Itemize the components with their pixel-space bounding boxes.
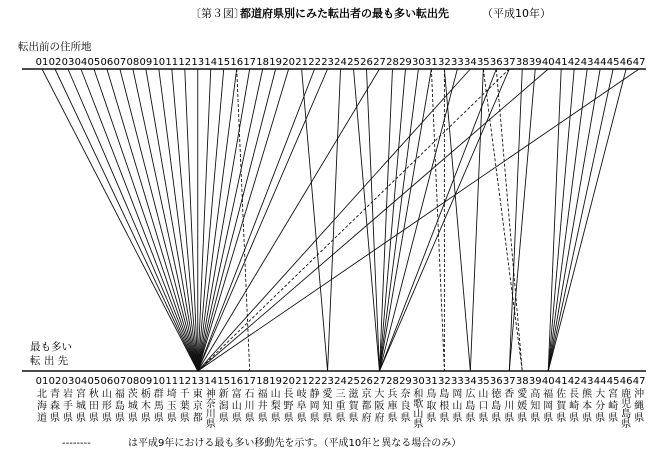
prefecture-37: 香川県 [504, 389, 515, 424]
prefecture-40: 福岡県 [543, 389, 554, 424]
bottom-code-03: 03 [61, 376, 75, 387]
prefecture-13: 東京都 [192, 389, 203, 424]
top-code-30: 30 [412, 57, 425, 68]
bottom-code-10: 10 [152, 376, 166, 387]
prefecture-names [37, 387, 644, 430]
top-code-38: 38 [515, 57, 529, 68]
top-code-41: 41 [554, 57, 568, 68]
top-axis-label: 転出前の住所地 [18, 41, 92, 53]
bottom-code-44: 44 [593, 376, 607, 387]
bottom-code-02: 02 [48, 376, 62, 387]
link-32-34 [444, 69, 470, 371]
top-code-12: 12 [178, 57, 192, 68]
bottom-code-20: 20 [282, 376, 295, 387]
bottom-code-34: 34 [463, 376, 477, 387]
top-code-39: 39 [528, 57, 542, 68]
top-code-06: 06 [100, 57, 114, 68]
prefecture-17: 石川県 [244, 389, 255, 424]
link-11-13 [172, 69, 198, 371]
top-code-33: 33 [450, 57, 464, 68]
prefecture-46: 鹿児島県 [621, 389, 632, 430]
prefecture-30: 和歌山県 [413, 389, 424, 430]
link-29-27 [379, 69, 405, 371]
link-21-23 [302, 69, 328, 371]
prefecture-43: 熊本県 [582, 389, 593, 424]
top-code-03: 03 [61, 57, 75, 68]
top-code-44: 44 [593, 57, 607, 68]
prefecture-45: 宮崎県 [608, 389, 619, 424]
bottom-code-12: 12 [178, 376, 192, 387]
bottom-code-45: 45 [606, 376, 620, 387]
prefecture-33: 岡山県 [452, 389, 463, 424]
top-code-40: 40 [541, 57, 555, 68]
prefecture-44: 大分県 [595, 389, 606, 424]
bottom-code-15: 15 [217, 376, 231, 387]
prefecture-06: 山形県 [101, 389, 112, 424]
bottom-code-47: 47 [632, 376, 646, 387]
bottom-code-43: 43 [580, 376, 594, 387]
top-code-27: 27 [373, 57, 386, 68]
prefecture-09: 栃木県 [140, 389, 151, 424]
top-code-15: 15 [217, 57, 231, 68]
bottom-code-labels [36, 376, 646, 387]
link-12-13 [185, 69, 198, 371]
prefecture-07: 福島県 [114, 389, 125, 424]
top-code-11: 11 [165, 57, 179, 68]
top-code-28: 28 [386, 57, 399, 68]
top-code-17: 17 [243, 57, 257, 68]
top-code-23: 23 [321, 57, 334, 68]
prefecture-15: 新潟県 [218, 389, 229, 424]
prefecture-47: 沖縄県 [634, 389, 645, 424]
link-22-13 [198, 69, 315, 371]
bottom-code-40: 40 [541, 376, 555, 387]
link-39-37 [509, 69, 535, 371]
link-46-40 [548, 69, 626, 371]
link-02-13 [55, 69, 198, 371]
dashed-link-35-38 [483, 69, 522, 371]
prefecture-19: 山梨県 [270, 389, 281, 424]
top-code-labels [36, 57, 646, 68]
top-code-10: 10 [152, 57, 166, 68]
prefecture-12: 千葉県 [179, 389, 190, 424]
bottom-code-37: 37 [502, 376, 516, 387]
prefecture-22: 静岡県 [309, 389, 320, 424]
bottom-code-11: 11 [165, 376, 179, 387]
bottom-code-24: 24 [334, 376, 347, 387]
top-code-08: 08 [126, 57, 140, 68]
link-01-13 [42, 69, 198, 371]
prefecture-18: 福井県 [257, 389, 268, 424]
prefecture-23: 愛知県 [322, 389, 333, 424]
dashed-legend-marker: -------- [62, 438, 91, 449]
top-code-16: 16 [230, 57, 244, 68]
bottom-code-22: 22 [308, 376, 321, 387]
link-28-27 [379, 69, 392, 371]
link-27-13 [198, 69, 380, 371]
prefecture-24: 三重県 [335, 389, 346, 424]
prefecture-38: 愛媛県 [517, 389, 528, 424]
prefecture-41: 佐賀県 [556, 389, 567, 424]
bottom-code-27: 27 [373, 376, 386, 387]
figure-title: 都道府県別にみた転出者の最も多い転出先 [240, 7, 449, 20]
bottom-code-25: 25 [347, 376, 360, 387]
bottom-code-30: 30 [412, 376, 425, 387]
migration-links [42, 69, 639, 371]
bottom-code-18: 18 [256, 376, 270, 387]
prefecture-05: 秋田県 [88, 389, 99, 424]
link-38-37 [509, 69, 522, 371]
bottom-code-09: 09 [139, 376, 153, 387]
figure-year: （平成10年） [482, 7, 551, 20]
dashed-link-36-38 [496, 69, 522, 371]
bottom-code-08: 08 [126, 376, 140, 387]
prefecture-14: 神奈川県 [205, 389, 216, 430]
figure-number: 〔第３図〕 [190, 7, 245, 20]
bottom-code-42: 42 [567, 376, 581, 387]
bottom-code-33: 33 [450, 376, 464, 387]
top-code-21: 21 [295, 57, 308, 68]
bottom-code-13: 13 [191, 376, 205, 387]
top-code-04: 04 [74, 57, 88, 68]
link-43-40 [548, 69, 587, 371]
link-41-40 [548, 69, 561, 371]
top-code-34: 34 [463, 57, 477, 68]
link-04-13 [81, 69, 198, 371]
link-25-27 [354, 69, 380, 371]
prefecture-29: 奈良県 [400, 389, 411, 424]
bottom-axis-label-2: 転 出 先 [30, 355, 69, 367]
top-code-02: 02 [48, 57, 62, 68]
link-42-40 [548, 69, 574, 371]
prefecture-26: 京都府 [361, 389, 372, 424]
prefecture-42: 長崎県 [569, 389, 580, 424]
prefecture-02: 青森県 [49, 389, 60, 424]
dashed-link-37-13 [198, 69, 510, 371]
top-code-09: 09 [139, 57, 153, 68]
link-35-34 [470, 69, 483, 371]
top-code-20: 20 [282, 57, 295, 68]
bottom-code-46: 46 [619, 376, 633, 387]
top-code-14: 14 [204, 57, 218, 68]
top-code-26: 26 [360, 57, 373, 68]
prefecture-32: 島根県 [439, 389, 450, 424]
top-code-47: 47 [632, 57, 646, 68]
top-code-45: 45 [606, 57, 620, 68]
prefecture-36: 徳島県 [491, 389, 502, 424]
prefecture-28: 兵庫県 [387, 389, 398, 424]
top-code-05: 05 [87, 57, 101, 68]
bottom-code-04: 04 [74, 376, 88, 387]
bottom-code-17: 17 [243, 376, 257, 387]
bottom-code-23: 23 [321, 376, 334, 387]
bottom-code-21: 21 [295, 376, 308, 387]
bottom-code-07: 07 [113, 376, 127, 387]
prefecture-03: 岩手県 [62, 389, 73, 424]
prefecture-04: 宮城県 [75, 389, 86, 424]
top-code-37: 37 [502, 57, 516, 68]
top-code-32: 32 [438, 57, 451, 68]
bottom-axis-label-1: 最も多い [30, 341, 72, 353]
top-code-19: 19 [269, 57, 283, 68]
link-40-13 [198, 69, 548, 371]
bottom-code-06: 06 [100, 376, 114, 387]
bottom-code-39: 39 [528, 376, 542, 387]
prefecture-34: 広島県 [465, 389, 476, 424]
top-code-25: 25 [347, 57, 360, 68]
prefecture-31: 鳥取県 [426, 389, 437, 424]
link-06-13 [107, 69, 198, 371]
prefecture-16: 富山県 [231, 389, 242, 424]
top-code-24: 24 [334, 57, 347, 68]
link-09-13 [146, 69, 198, 371]
bottom-code-19: 19 [269, 376, 283, 387]
prefecture-25: 滋賀県 [348, 389, 359, 424]
prefecture-35: 山口県 [478, 389, 489, 424]
dashed-link-31-32 [431, 69, 444, 371]
prefecture-27: 大阪府 [374, 389, 385, 424]
top-code-29: 29 [399, 57, 412, 68]
link-45-40 [548, 69, 613, 371]
link-44-40 [548, 69, 600, 371]
top-code-01: 01 [35, 57, 49, 68]
link-08-13 [133, 69, 198, 371]
bottom-code-31: 31 [425, 376, 438, 387]
dashed-legend-text: は平成9年における最も多い移動先を示す。（平成10年と異なる場合のみ） [128, 438, 462, 449]
link-17-13 [198, 69, 250, 371]
link-18-13 [198, 69, 263, 371]
bottom-code-01: 01 [35, 376, 49, 387]
top-code-07: 07 [113, 57, 127, 68]
top-code-42: 42 [567, 57, 581, 68]
prefecture-20: 長野県 [283, 389, 294, 424]
top-code-46: 46 [619, 57, 633, 68]
top-code-18: 18 [256, 57, 270, 68]
link-31-27 [379, 69, 431, 371]
prefecture-10: 群馬県 [153, 389, 164, 424]
prefecture-21: 岐阜県 [296, 389, 307, 424]
link-14-13 [198, 69, 211, 371]
top-code-43: 43 [580, 57, 594, 68]
top-code-31: 31 [425, 57, 438, 68]
top-code-22: 22 [308, 57, 321, 68]
top-code-13: 13 [191, 57, 205, 68]
link-07-13 [120, 69, 198, 371]
prefecture-39: 高知県 [530, 389, 541, 424]
top-code-36: 36 [489, 57, 503, 68]
bottom-code-32: 32 [438, 376, 451, 387]
bottom-code-14: 14 [204, 376, 218, 387]
bottom-code-05: 05 [87, 376, 101, 387]
top-code-35: 35 [476, 57, 490, 68]
prefecture-08: 茨城県 [127, 389, 138, 424]
link-15-13 [198, 69, 224, 371]
bottom-code-35: 35 [476, 376, 490, 387]
bottom-code-36: 36 [489, 376, 503, 387]
prefecture-11: 埼玉県 [166, 389, 177, 424]
bottom-code-29: 29 [399, 376, 412, 387]
link-05-13 [94, 69, 198, 371]
bottom-code-16: 16 [230, 376, 244, 387]
bottom-code-38: 38 [515, 376, 529, 387]
bottom-code-41: 41 [554, 376, 568, 387]
prefecture-01: 北海道 [37, 389, 47, 424]
bottom-code-26: 26 [360, 376, 373, 387]
bottom-code-28: 28 [386, 376, 399, 387]
